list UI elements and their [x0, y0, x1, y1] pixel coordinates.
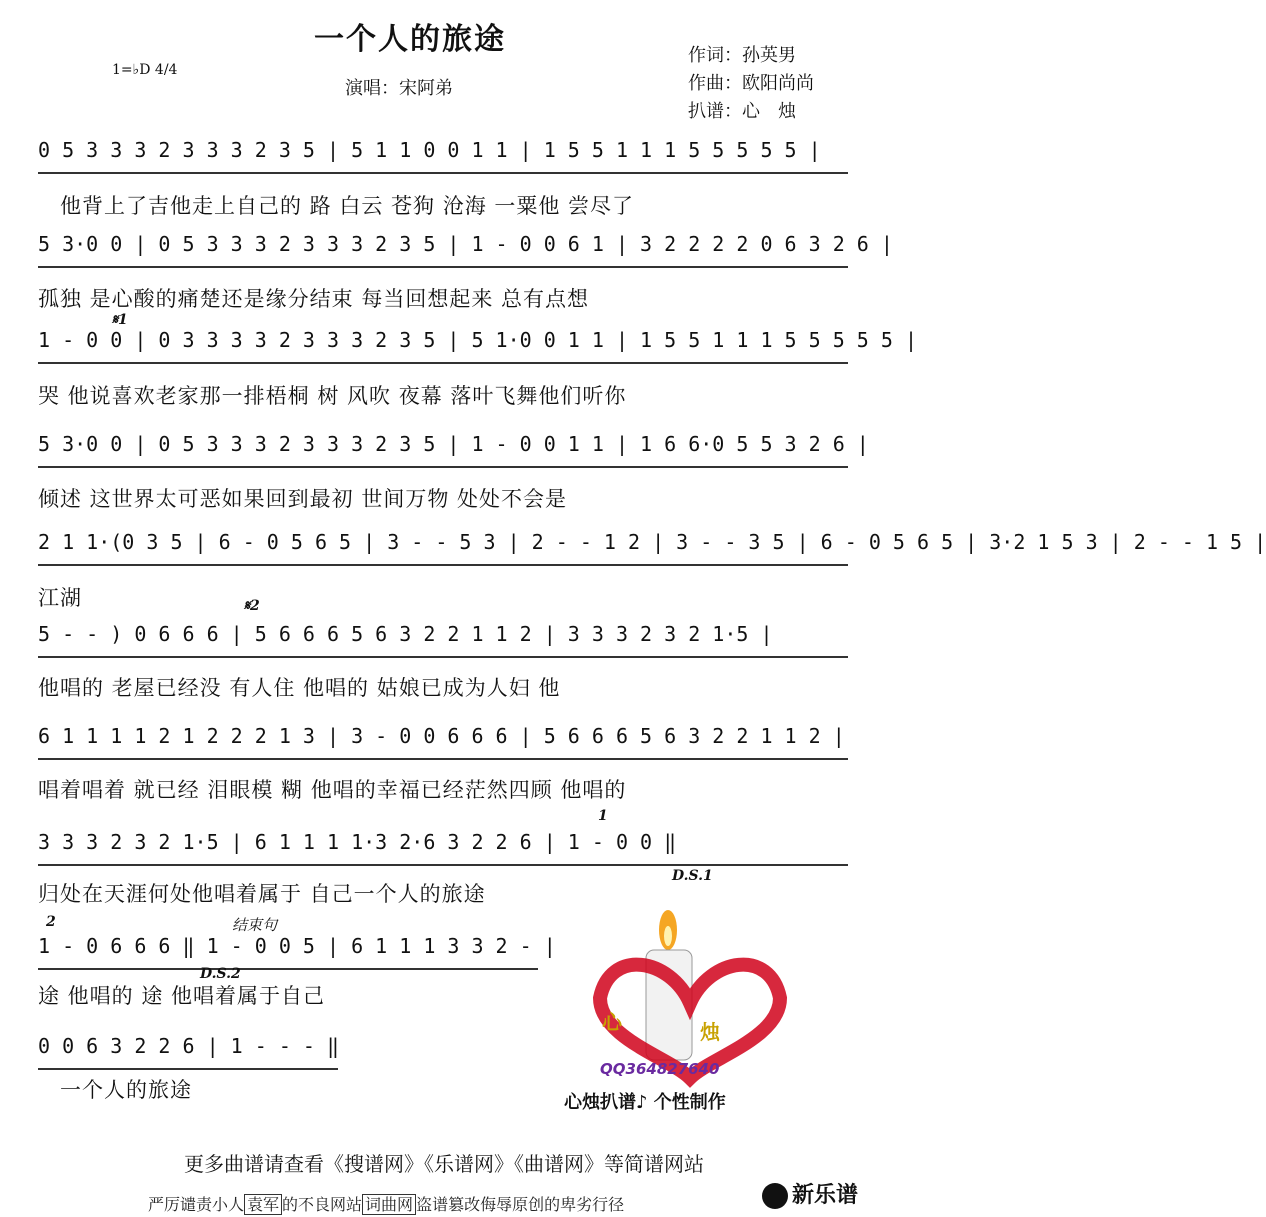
key-signature: 1=♭D 4/4: [112, 62, 178, 78]
lyricist-credit: 作词：孙英男: [688, 45, 796, 66]
candle-char-2: 烛: [700, 1020, 720, 1044]
maker-caption: 心烛扒谱♪ 个性制作: [564, 1092, 726, 1113]
footer-notice: [148, 1192, 624, 1215]
lyrics-row-1: 他背上了吉他走上自己的 路 白云 苍狗 沧海 一粟他 尝尽了: [60, 194, 635, 218]
credits-block: [688, 42, 814, 126]
transcriber-credit: 扒谱：心 烛: [688, 101, 796, 122]
brand-logo: [762, 1178, 858, 1209]
song-title: 一个人的旅途: [314, 22, 506, 57]
ds1-mark: D.S.1: [672, 868, 713, 884]
notice-part-2: 的不良网站: [282, 1195, 363, 1214]
notation-row-1: 0 5 3 3 3 2 3 3 3 2 3 5 | 5 1 1 0 0 1 1 | 1 5 5 1 1 1 5 5 5 5 5 |: [38, 138, 848, 174]
composer-credit: 作曲：欧阳尚尚: [688, 73, 814, 94]
notice-box-1: 袁军: [244, 1194, 282, 1215]
notation-row-3: 1 - 0 0 | 0 3 3 3 3 2 3 3 3 2 3 5 | 5 1·0 0 1 1 | 1 5 5 1 1 1 5 5 5 5 5 |: [38, 328, 848, 364]
ending-label: 结束句: [232, 916, 278, 934]
notice-part-1: 严厉谴责小人: [148, 1195, 245, 1214]
notation-row-4: 5 3·0 0 | 0 5 3 3 3 2 3 3 3 2 3 5 | 1 - 0 0 1 1 | 1 6 6·0 5 5 3 2 6 |: [38, 432, 848, 468]
lyrics-row-9: 途 他唱的 途 他唱着属于自己: [38, 984, 326, 1008]
lyrics-row-10: 一个人的旅途: [60, 1078, 192, 1102]
notice-part-3: 盗谱篡改侮辱原创的卑劣行径: [416, 1195, 625, 1214]
qq-number: QQ364827640: [600, 1060, 720, 1078]
notation-row-9: 1 - 0 6 6 6 ‖ 1 - 0 0 5 | 6 1 1 1 3 3 2 - |: [38, 934, 538, 970]
ds2-mark: D.S.2: [200, 966, 241, 982]
notation-row-10: 0 0 6 3 2 2 6 | 1 - - - ‖: [38, 1034, 338, 1070]
notation-row-2: 5 3·0 0 | 0 5 3 3 3 2 3 3 3 2 3 5 | 1 - 0 0 6 1 | 3 2 2 2 2 0 6 3 2 6 |: [38, 232, 848, 268]
segno-1-mark: 𝄋1: [112, 312, 128, 328]
lyrics-row-4: 倾述 这世界太可恶如果回到最初 世间万物 处处不会是: [38, 487, 568, 511]
lyrics-row-3: 哭 他说喜欢老家那一排梧桐 树 风吹 夜幕 落叶飞舞他们听你: [38, 384, 627, 408]
notation-row-5: 2 1 1·(0 3 5 | 6 - 0 5 6 5 | 3 - - 5 3 | 2 - - 1 2 | 3 - - 3 5 | 6 - 0 5 6 5 | 3·2 1 5 3 | 2 - - 1 5 |: [38, 530, 848, 566]
candle-char-1: 心: [602, 1010, 622, 1034]
lyrics-row-2: 孤独 是心酸的痛楚还是缘分结束 每当回想起来 总有点想: [38, 287, 590, 311]
notation-row-7: 6 1 1 1 1 2 1 2 2 2 1 3 | 3 - 0 0 6 6 6 | 5 6 6 6 5 6 3 2 2 1 1 2 |: [38, 724, 848, 760]
notice-box-2: 词曲网: [362, 1194, 416, 1215]
singer-credit: 演唱：宋阿弟: [345, 78, 453, 99]
record-icon: [762, 1183, 788, 1209]
notation-row-6: 5 - - ) 0 6 6 6 | 5 6 6 6 5 6 3 2 2 1 1 2 | 3 3 3 2 3 2 1·5 |: [38, 622, 848, 658]
lyrics-row-8: 归处在天涯何处他唱着属于 自己一个人的旅途: [38, 882, 486, 906]
lyrics-row-7: 唱着唱着 就已经 泪眼模 糊 他唱的幸福已经茫然四顾 他唱的: [38, 778, 627, 802]
lyrics-row-5: 江湖: [38, 586, 82, 610]
lyrics-row-6: 他唱的 老屋已经没 有人住 他唱的 姑娘已成为人妇 他: [38, 676, 561, 700]
volta-1-mark: 1: [598, 808, 608, 824]
notation-row-8: 3 3 3 2 3 2 1·5 | 6 1 1 1 1·3 2·6 3 2 2 6 | 1 - 0 0 ‖: [38, 830, 848, 866]
footer-more-scores: 更多曲谱请查看《搜谱网》《乐谱网》《曲谱网》等简谱网站: [184, 1152, 704, 1176]
brand-name: 新乐谱: [792, 1183, 859, 1208]
volta-2-mark: 2: [46, 914, 56, 930]
segno-2-mark: 𝄋2: [244, 598, 260, 614]
